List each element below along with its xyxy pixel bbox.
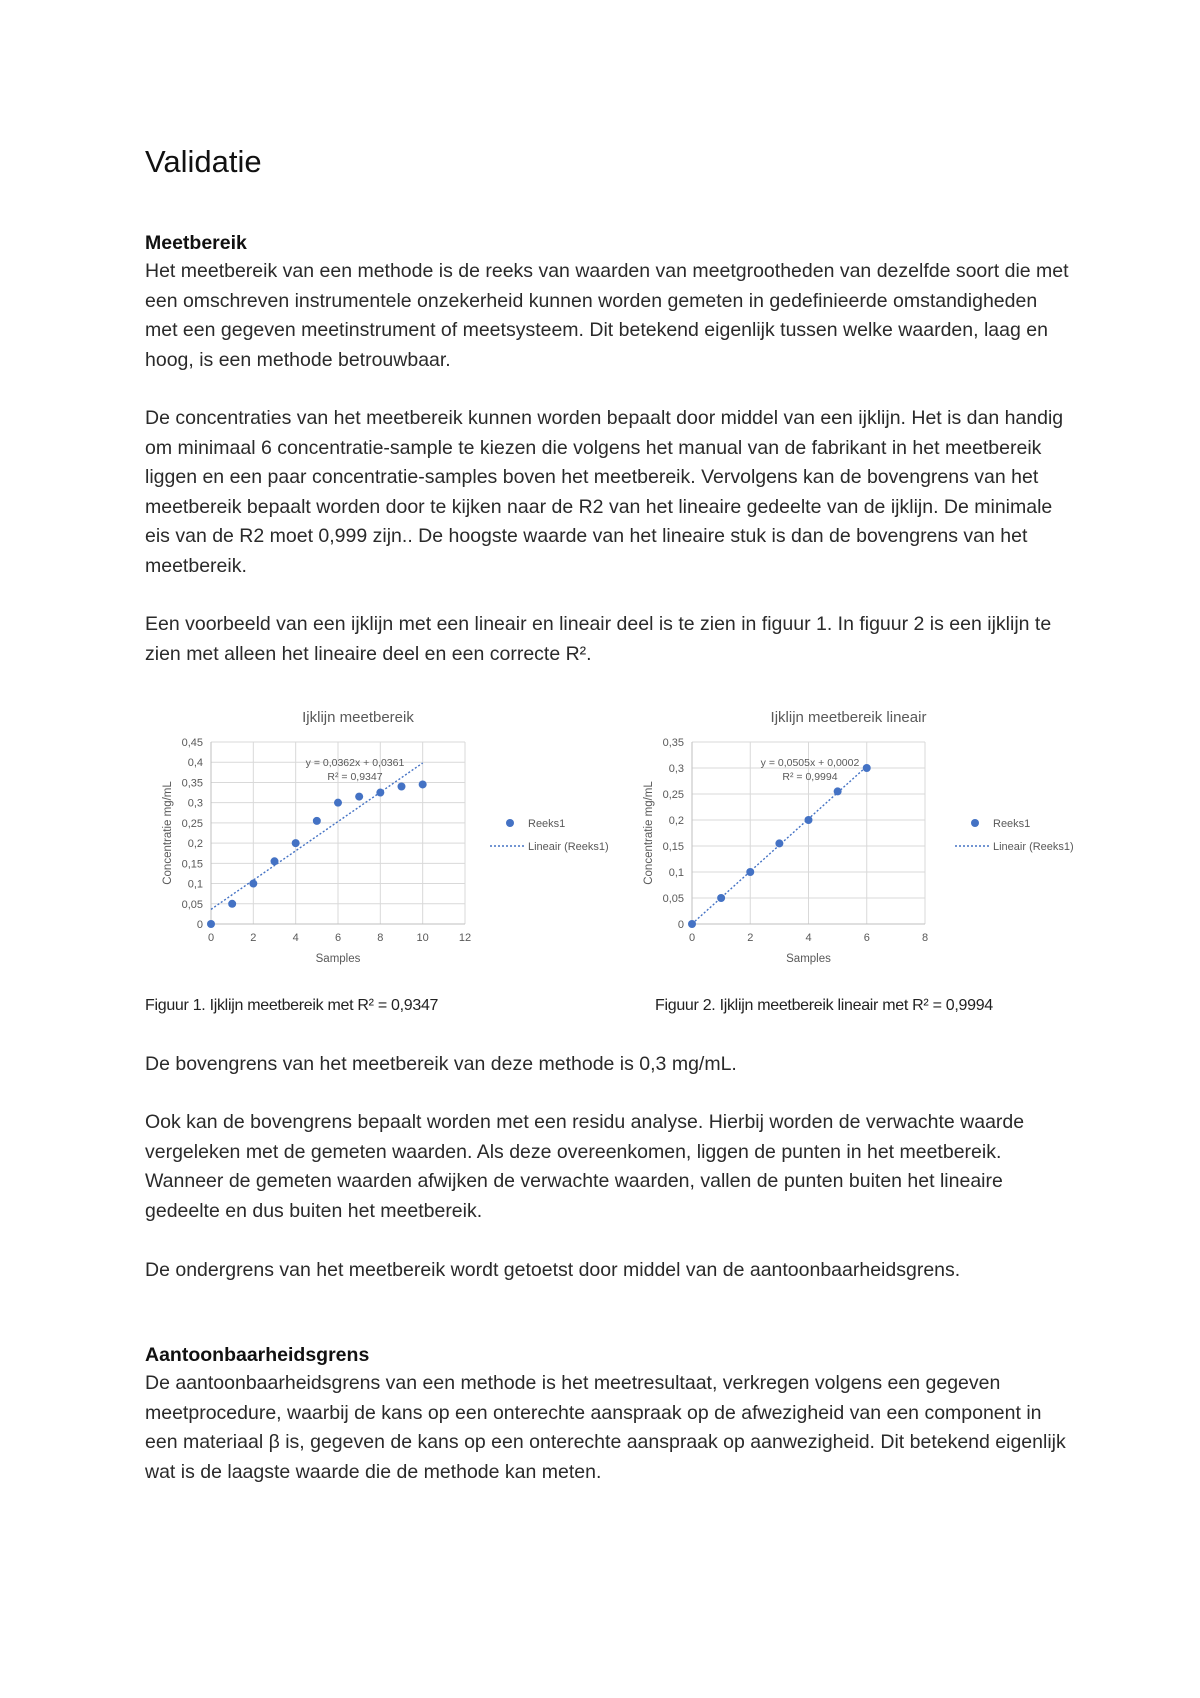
x-tick-label: 8 [921, 932, 929, 944]
y-tick-label: 0,05 [662, 893, 684, 905]
data-point [334, 799, 342, 807]
data-point [355, 793, 363, 801]
data-point [398, 782, 406, 790]
data-point [292, 839, 300, 847]
data-point [805, 816, 813, 824]
section-heading-meetbereik: Meetbereik [145, 232, 247, 254]
y-tick-label: 0 [677, 919, 684, 931]
trendline-equation: y = 0,0362x + 0,0361 [305, 757, 405, 769]
trendline-equation: y = 0,0505x + 0,0002 [760, 757, 860, 769]
x-tick-label: 8 [377, 932, 384, 944]
chart-1-svg [145, 698, 615, 966]
legend-label-trend: Lineair (Reeks1) [993, 841, 1074, 853]
chart-title: Ijklijn meetbereik [302, 709, 414, 726]
y-tick-label: 0,1 [668, 867, 684, 879]
x-tick-label: 2 [747, 932, 754, 944]
x-tick-label: 6 [334, 932, 342, 944]
legend-marker-reeks1 [971, 819, 979, 827]
y-tick-label: 0,15 [662, 841, 684, 853]
y-tick-label: 0,3 [668, 763, 684, 775]
section-aantoonbaarheidsgrens [145, 1344, 1075, 1487]
y-axis-title: Concentratie mg/mL [643, 781, 655, 885]
paragraph-ondergrens-block [145, 1256, 1075, 1286]
chart-title: Ijklijn meetbereik lineair [770, 709, 927, 726]
figure-2-caption: Figuur 2. Ijklijn meetbereik lineair met R² = 0,9994 [655, 997, 993, 1014]
y-tick-label: 0 [196, 919, 203, 931]
data-point [419, 780, 427, 788]
y-tick-label: 0,05 [181, 898, 203, 911]
data-point [228, 900, 236, 908]
page-title: Validatie [145, 144, 262, 179]
section-heading-aantoonbaarheidsgrens: Aantoonbaarheidsgrens [145, 1344, 370, 1366]
data-point [313, 817, 321, 825]
data-point [863, 764, 871, 772]
y-tick-label: 0,4 [187, 757, 203, 770]
y-tick-label: 0,3 [187, 797, 203, 810]
paragraph-bovengrens: De bovengrens van het meetbereik van deze methode is 0,3 mg/mL. [145, 1053, 737, 1075]
data-point [271, 857, 279, 865]
paragraph-ondergrens: De ondergrens van het meetbereik wordt getoetst door middel van de aantoonbaarheidsgrens. [145, 1259, 961, 1281]
y-tick-label: 0,35 [181, 777, 203, 790]
y-tick-label: 0,45 [181, 737, 203, 749]
legend-label-reeks1: Reeks1 [993, 818, 1031, 830]
data-point [249, 880, 257, 888]
y-tick-label: 0,25 [181, 817, 203, 830]
trendline-r2: R² = 0,9994 [782, 771, 838, 783]
paragraph-voorbeeld: Een voorbeeld van een ijklijn met een lineair en lineair deel is te zien in figuur 1. In figuur 2 is een ijklijn te zien met alleen het lineaire deel en een correcte R². [145, 613, 1052, 665]
x-tick-label: 0 [207, 932, 215, 944]
y-tick-label: 0,1 [187, 878, 203, 891]
y-axis-title: Concentratie mg/mL [162, 781, 174, 885]
section-meetbereik [145, 232, 1075, 375]
paragraph-definition: Het meetbereik van een methode is de reeks van waarden van meetgrootheden van dezelfde soort die met een omschreven instrumentele onzekerheid kunnen worden gemeten in gedefinieerde omstandigheden met een gegeven meetinstrument of meetsysteem. Dit betekend eigenlijk tussen welke waarden, laag en hoog, is een methode betrouwbaar. [145, 260, 1069, 371]
figure-1-caption: Figuur 1. Ijklijn meetbereik met R² = 0,9347 [145, 997, 439, 1014]
legend-label-reeks1: Reeks1 [528, 818, 566, 830]
figure-2-chart [635, 698, 1075, 966]
paragraph-aantoonbaarheid: De aantoonbaarheidsgrens van een methode is het meetresultaat, verkregen volgens een gegeven meetprocedure, waarbij de kans op een onterechte aanspraak op de afwezigheid van een component in een materiaal β is, gegeven de kans op een onterechte aanspraak op aanwezigheid. Dit betekend eigenlijk wat is de laagste waarde die de methode kan meten. [145, 1372, 1066, 1483]
data-point [834, 787, 842, 795]
chart-2-svg [635, 698, 1075, 966]
paragraph-voorbeeld-block [145, 610, 1075, 669]
legend-label-trend: Lineair (Reeks1) [528, 841, 609, 853]
x-tick-label: 4 [292, 932, 299, 944]
x-tick-label: 6 [863, 932, 870, 944]
data-point [207, 920, 215, 928]
paragraph-bovengrens-block [145, 1050, 1075, 1080]
paragraph-residu-block [145, 1108, 1075, 1226]
data-point [688, 920, 696, 928]
paragraph-residu: Ook kan de bovengrens bepaalt worden met een residu analyse. Hierbij worden de verwachte waarde vergeleken met de gemeten waarden. Als deze overeenkomen, liggen de punten in het meetbereik. Wanneer de gemeten waarden afwijken de verwachte waarden, vallen de punten buiten het lineaire gedeelte en dus buiten het meetbereik. [145, 1111, 1025, 1222]
data-point [746, 868, 754, 876]
trendline-r2: R² = 0,9347 [327, 771, 383, 783]
data-point [717, 894, 725, 902]
y-tick-label: 0,35 [662, 737, 684, 749]
paragraph-concentraties-block [145, 404, 1075, 581]
y-tick-label: 0,2 [668, 815, 684, 827]
x-axis-title: Samples [786, 953, 831, 965]
y-tick-label: 0,25 [662, 789, 684, 801]
x-tick-label: 2 [250, 932, 257, 944]
trendline [211, 763, 423, 909]
paragraph-concentraties: De concentraties van het meetbereik kunnen worden bepaalt door middel van een ijklijn. Het is dan handig om minimaal 6 concentratie-sample te kiezen die volgens het manual van de fabrikant in het meetbereik liggen en een paar concentratie-samples boven het meetbereik. Vervolgens kan de bovengrens van het meetbereik bepaalt worden door te kijken naar de R2 van het lineaire gedeelte van de ijklijn. De minimale eis van de R2 moet 0,999 zijn.. De hoogste waarde van het lineaire stuk is dan de bovengrens van het meetbereik. [145, 407, 1064, 577]
figure-1-chart [145, 698, 615, 966]
x-tick-label: 12 [458, 932, 472, 944]
x-tick-label: 4 [805, 932, 812, 944]
legend-marker-reeks1 [506, 819, 514, 827]
data-point [376, 789, 384, 797]
x-axis-title: Samples [315, 953, 361, 965]
y-tick-label: 0,15 [181, 858, 203, 871]
x-tick-label: 10 [416, 932, 429, 944]
x-tick-label: 0 [688, 932, 696, 944]
y-tick-label: 0,2 [187, 838, 203, 851]
data-point [775, 839, 783, 847]
